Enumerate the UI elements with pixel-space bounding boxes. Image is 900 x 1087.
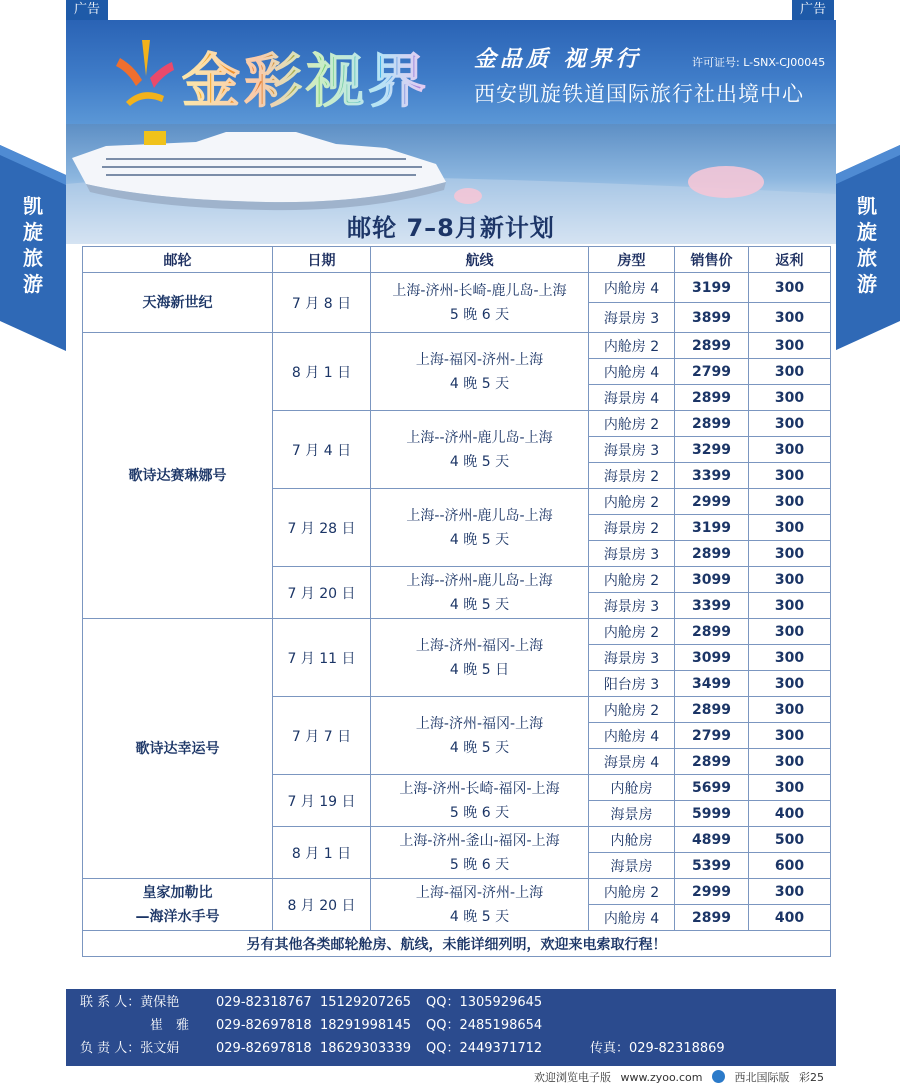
footer-page-number: 彩25 <box>799 1071 824 1084</box>
contact-mobile: 15129207265 <box>320 995 411 1010</box>
rebate: 300 <box>749 541 831 567</box>
route-cell <box>371 489 589 567</box>
sailing-date: 7 月 4 日 <box>273 411 371 489</box>
room-type: 海景房 <box>589 853 675 879</box>
rebate: 300 <box>749 411 831 437</box>
side-ribbon-right <box>834 145 900 351</box>
col-header-date: 日期 <box>273 247 371 273</box>
contact-qq: QQ：2449371712 <box>426 1041 543 1056</box>
col-header-rebate: 返利 <box>749 247 831 273</box>
sailing-date: 7 月 28 日 <box>273 489 371 567</box>
contact-mobile: 18629303339 <box>320 1041 411 1056</box>
room-type: 内舱房 2 <box>589 567 675 593</box>
side-char: 凯 <box>23 194 43 218</box>
sale-price: 2899 <box>675 619 749 645</box>
table-row <box>83 333 831 359</box>
sailing-date: 7 月 7 日 <box>273 697 371 775</box>
contact-name: 联 系 人：黄保艳 <box>80 995 180 1010</box>
room-type: 内舱房 2 <box>589 333 675 359</box>
sale-price: 2899 <box>675 385 749 411</box>
rebate: 300 <box>749 645 831 671</box>
side-char: 游 <box>23 272 43 296</box>
contact-phone: 029-82318767 <box>216 995 312 1010</box>
sale-price: 3299 <box>675 437 749 463</box>
sale-price: 2999 <box>675 489 749 515</box>
col-header-room: 房型 <box>589 247 675 273</box>
table-note: 另有其他各类邮轮舱房、航线，未能详细列明，欢迎来电索取行程！ <box>83 931 831 957</box>
rebate: 300 <box>749 303 831 333</box>
table-row <box>83 879 831 905</box>
rebate: 300 <box>749 697 831 723</box>
route-cell <box>371 775 589 827</box>
room-type: 海景房 3 <box>589 645 675 671</box>
route-cell <box>371 333 589 411</box>
route-duration: 4 晚 5 天 <box>449 453 510 470</box>
route-cell <box>371 567 589 619</box>
route-duration: 4 晚 5 日 <box>449 661 510 678</box>
side-char: 游 <box>857 272 877 296</box>
route-ports: 上海-济州-长崎-鹿儿岛-上海 <box>392 282 567 299</box>
room-type: 阳台房 3 <box>589 671 675 697</box>
sale-price: 2799 <box>675 359 749 385</box>
route-ports: 上海-福冈-济州-上海 <box>415 351 544 368</box>
license-number: 许可证号: L-SNX-CJ00045 <box>692 56 826 69</box>
route-duration: 5 晚 6 天 <box>449 856 510 873</box>
zyoo-logo-icon <box>712 1070 725 1083</box>
page-footer <box>0 1066 900 1087</box>
col-header-route: 航线 <box>371 247 589 273</box>
sale-price: 3399 <box>675 463 749 489</box>
route-ports: 上海-济州-福冈-上海 <box>415 715 544 732</box>
ad-panel <box>66 20 836 1066</box>
rebate: 400 <box>749 905 831 931</box>
header <box>66 20 836 124</box>
rebate: 400 <box>749 801 831 827</box>
side-label-left <box>0 193 66 297</box>
contact-bar <box>66 989 836 1066</box>
rebate: 300 <box>749 489 831 515</box>
room-type: 海景房 4 <box>589 385 675 411</box>
plan-title: 邮轮 7–8月新计划 <box>347 214 555 242</box>
room-type: 内舱房 <box>589 775 675 801</box>
room-type: 内舱房 4 <box>589 359 675 385</box>
room-type: 内舱房 2 <box>589 619 675 645</box>
rebate: 300 <box>749 723 831 749</box>
sailing-date: 7 月 19 日 <box>273 775 371 827</box>
sailing-date: 8 月 1 日 <box>273 333 371 411</box>
rebate: 300 <box>749 879 831 905</box>
room-type: 内舱房 2 <box>589 489 675 515</box>
ad-tag-left: 广告 <box>66 0 108 20</box>
logo <box>112 30 462 114</box>
sale-price: 2899 <box>675 749 749 775</box>
sale-price: 5999 <box>675 801 749 827</box>
sale-price: 2899 <box>675 905 749 931</box>
cruise-table <box>82 246 831 957</box>
route-cell <box>371 411 589 489</box>
sailing-date: 7 月 8 日 <box>273 273 371 333</box>
sale-price: 3199 <box>675 273 749 303</box>
sailing-date: 8 月 20 日 <box>273 879 371 931</box>
sale-price: 4899 <box>675 827 749 853</box>
route-duration: 4 晚 5 天 <box>449 375 510 392</box>
route-duration: 5 晚 6 天 <box>449 804 510 821</box>
room-type: 内舱房 <box>589 827 675 853</box>
room-type: 内舱房 2 <box>589 697 675 723</box>
table-row <box>83 273 831 303</box>
room-type: 海景房 4 <box>589 749 675 775</box>
route-ports: 上海-福冈-济州-上海 <box>415 884 544 901</box>
ship-name: 歌诗达幸运号 <box>83 619 273 879</box>
sale-price: 3499 <box>675 671 749 697</box>
sale-price: 2899 <box>675 697 749 723</box>
rebate: 300 <box>749 619 831 645</box>
route-duration: 5 晚 6 天 <box>449 306 510 323</box>
ad-tag-right: 广告 <box>792 0 834 20</box>
rebate: 600 <box>749 853 831 879</box>
sailing-date: 7 月 20 日 <box>273 567 371 619</box>
side-char: 旋 <box>857 220 877 244</box>
side-char: 旅 <box>23 246 43 270</box>
route-duration: 4 晚 5 天 <box>449 531 510 548</box>
rebate: 300 <box>749 671 831 697</box>
contact-name: 崔 雅 <box>150 1018 190 1033</box>
route-ports: 上海-济州-釜山-福冈-上海 <box>399 832 560 849</box>
contact-name: 负 责 人：张文娟 <box>80 1041 180 1056</box>
logo-text: 金彩视界 <box>182 34 430 118</box>
sale-price: 2799 <box>675 723 749 749</box>
rebate: 300 <box>749 515 831 541</box>
room-type: 海景房 3 <box>589 593 675 619</box>
room-type: 海景房 3 <box>589 303 675 333</box>
side-label-right <box>834 193 900 297</box>
route-cell <box>371 619 589 697</box>
rebate: 300 <box>749 463 831 489</box>
room-type: 内舱房 2 <box>589 879 675 905</box>
side-char: 旅 <box>857 246 877 270</box>
contact-phone: 029-82697818 <box>216 1041 312 1056</box>
rebate: 300 <box>749 273 831 303</box>
logo-mark-icon <box>112 36 176 106</box>
contact-phone: 029-82697818 <box>216 1018 312 1033</box>
route-ports: 上海--济州-鹿儿岛-上海 <box>406 507 553 524</box>
route-ports: 上海--济州-鹿儿岛-上海 <box>406 429 553 446</box>
room-type: 内舱房 4 <box>589 273 675 303</box>
room-type: 海景房 <box>589 801 675 827</box>
sale-price: 2899 <box>675 541 749 567</box>
sale-price: 3899 <box>675 303 749 333</box>
room-type: 海景房 2 <box>589 463 675 489</box>
sale-price: 3099 <box>675 567 749 593</box>
side-ribbon-left <box>0 145 66 351</box>
contact-qq: QQ：2485198654 <box>426 1018 543 1033</box>
sale-price: 2899 <box>675 411 749 437</box>
contact-qq: QQ：1305929645 <box>426 995 543 1010</box>
ship-name: 歌诗达赛琳娜号 <box>83 333 273 619</box>
sailing-date: 8 月 1 日 <box>273 827 371 879</box>
ship-name: 皇家加勒比 —海洋水手号 <box>83 879 273 931</box>
room-type: 海景房 2 <box>589 515 675 541</box>
route-duration: 4 晚 5 天 <box>449 739 510 756</box>
rebate: 300 <box>749 749 831 775</box>
room-type: 内舱房 2 <box>589 411 675 437</box>
rebate: 500 <box>749 827 831 853</box>
table-row <box>83 619 831 645</box>
side-char: 凯 <box>857 194 877 218</box>
rebate: 300 <box>749 437 831 463</box>
contact-mobile: 18291998145 <box>320 1018 411 1033</box>
room-type: 海景房 3 <box>589 437 675 463</box>
route-cell <box>371 697 589 775</box>
col-header-price: 销售价 <box>675 247 749 273</box>
ship-name: 天海新世纪 <box>83 273 273 333</box>
sale-price: 2899 <box>675 333 749 359</box>
footer-edition: 西北国际版 <box>734 1071 790 1084</box>
sale-price: 5399 <box>675 853 749 879</box>
footer-site-link[interactable]: www.zyoo.com <box>620 1071 703 1084</box>
contact-fax: 传真：029-82318869 <box>590 1041 725 1056</box>
sale-price: 5699 <box>675 775 749 801</box>
route-duration: 4 晚 5 天 <box>449 908 510 925</box>
rebate: 300 <box>749 775 831 801</box>
rebate: 300 <box>749 359 831 385</box>
sale-price: 3099 <box>675 645 749 671</box>
sale-price: 3399 <box>675 593 749 619</box>
rebate: 300 <box>749 333 831 359</box>
table-header-row <box>83 247 831 273</box>
sale-price: 2999 <box>675 879 749 905</box>
sailing-date: 7 月 11 日 <box>273 619 371 697</box>
route-cell <box>371 273 589 333</box>
note-row <box>83 931 831 957</box>
footer-browse: 欢迎浏览电子版 <box>533 1071 611 1084</box>
route-ports: 上海-济州-长崎-福冈-上海 <box>399 780 560 797</box>
sale-price: 3199 <box>675 515 749 541</box>
room-type: 内舱房 4 <box>589 905 675 931</box>
route-ports: 上海--济州-鹿儿岛-上海 <box>406 572 553 589</box>
col-header-ship: 邮轮 <box>83 247 273 273</box>
company-name: 西安凯旋铁道国际旅行社出境中心 <box>474 82 804 106</box>
room-type: 海景房 3 <box>589 541 675 567</box>
rebate: 300 <box>749 567 831 593</box>
cruise-table-body <box>83 273 831 957</box>
rebate: 300 <box>749 593 831 619</box>
room-type: 内舱房 4 <box>589 723 675 749</box>
route-cell <box>371 879 589 931</box>
side-char: 旋 <box>23 220 43 244</box>
rebate: 300 <box>749 385 831 411</box>
route-duration: 4 晚 5 天 <box>449 596 510 613</box>
slogan: 金品质 视界行 <box>474 46 642 72</box>
route-cell <box>371 827 589 879</box>
route-ports: 上海-济州-福冈-上海 <box>415 637 544 654</box>
